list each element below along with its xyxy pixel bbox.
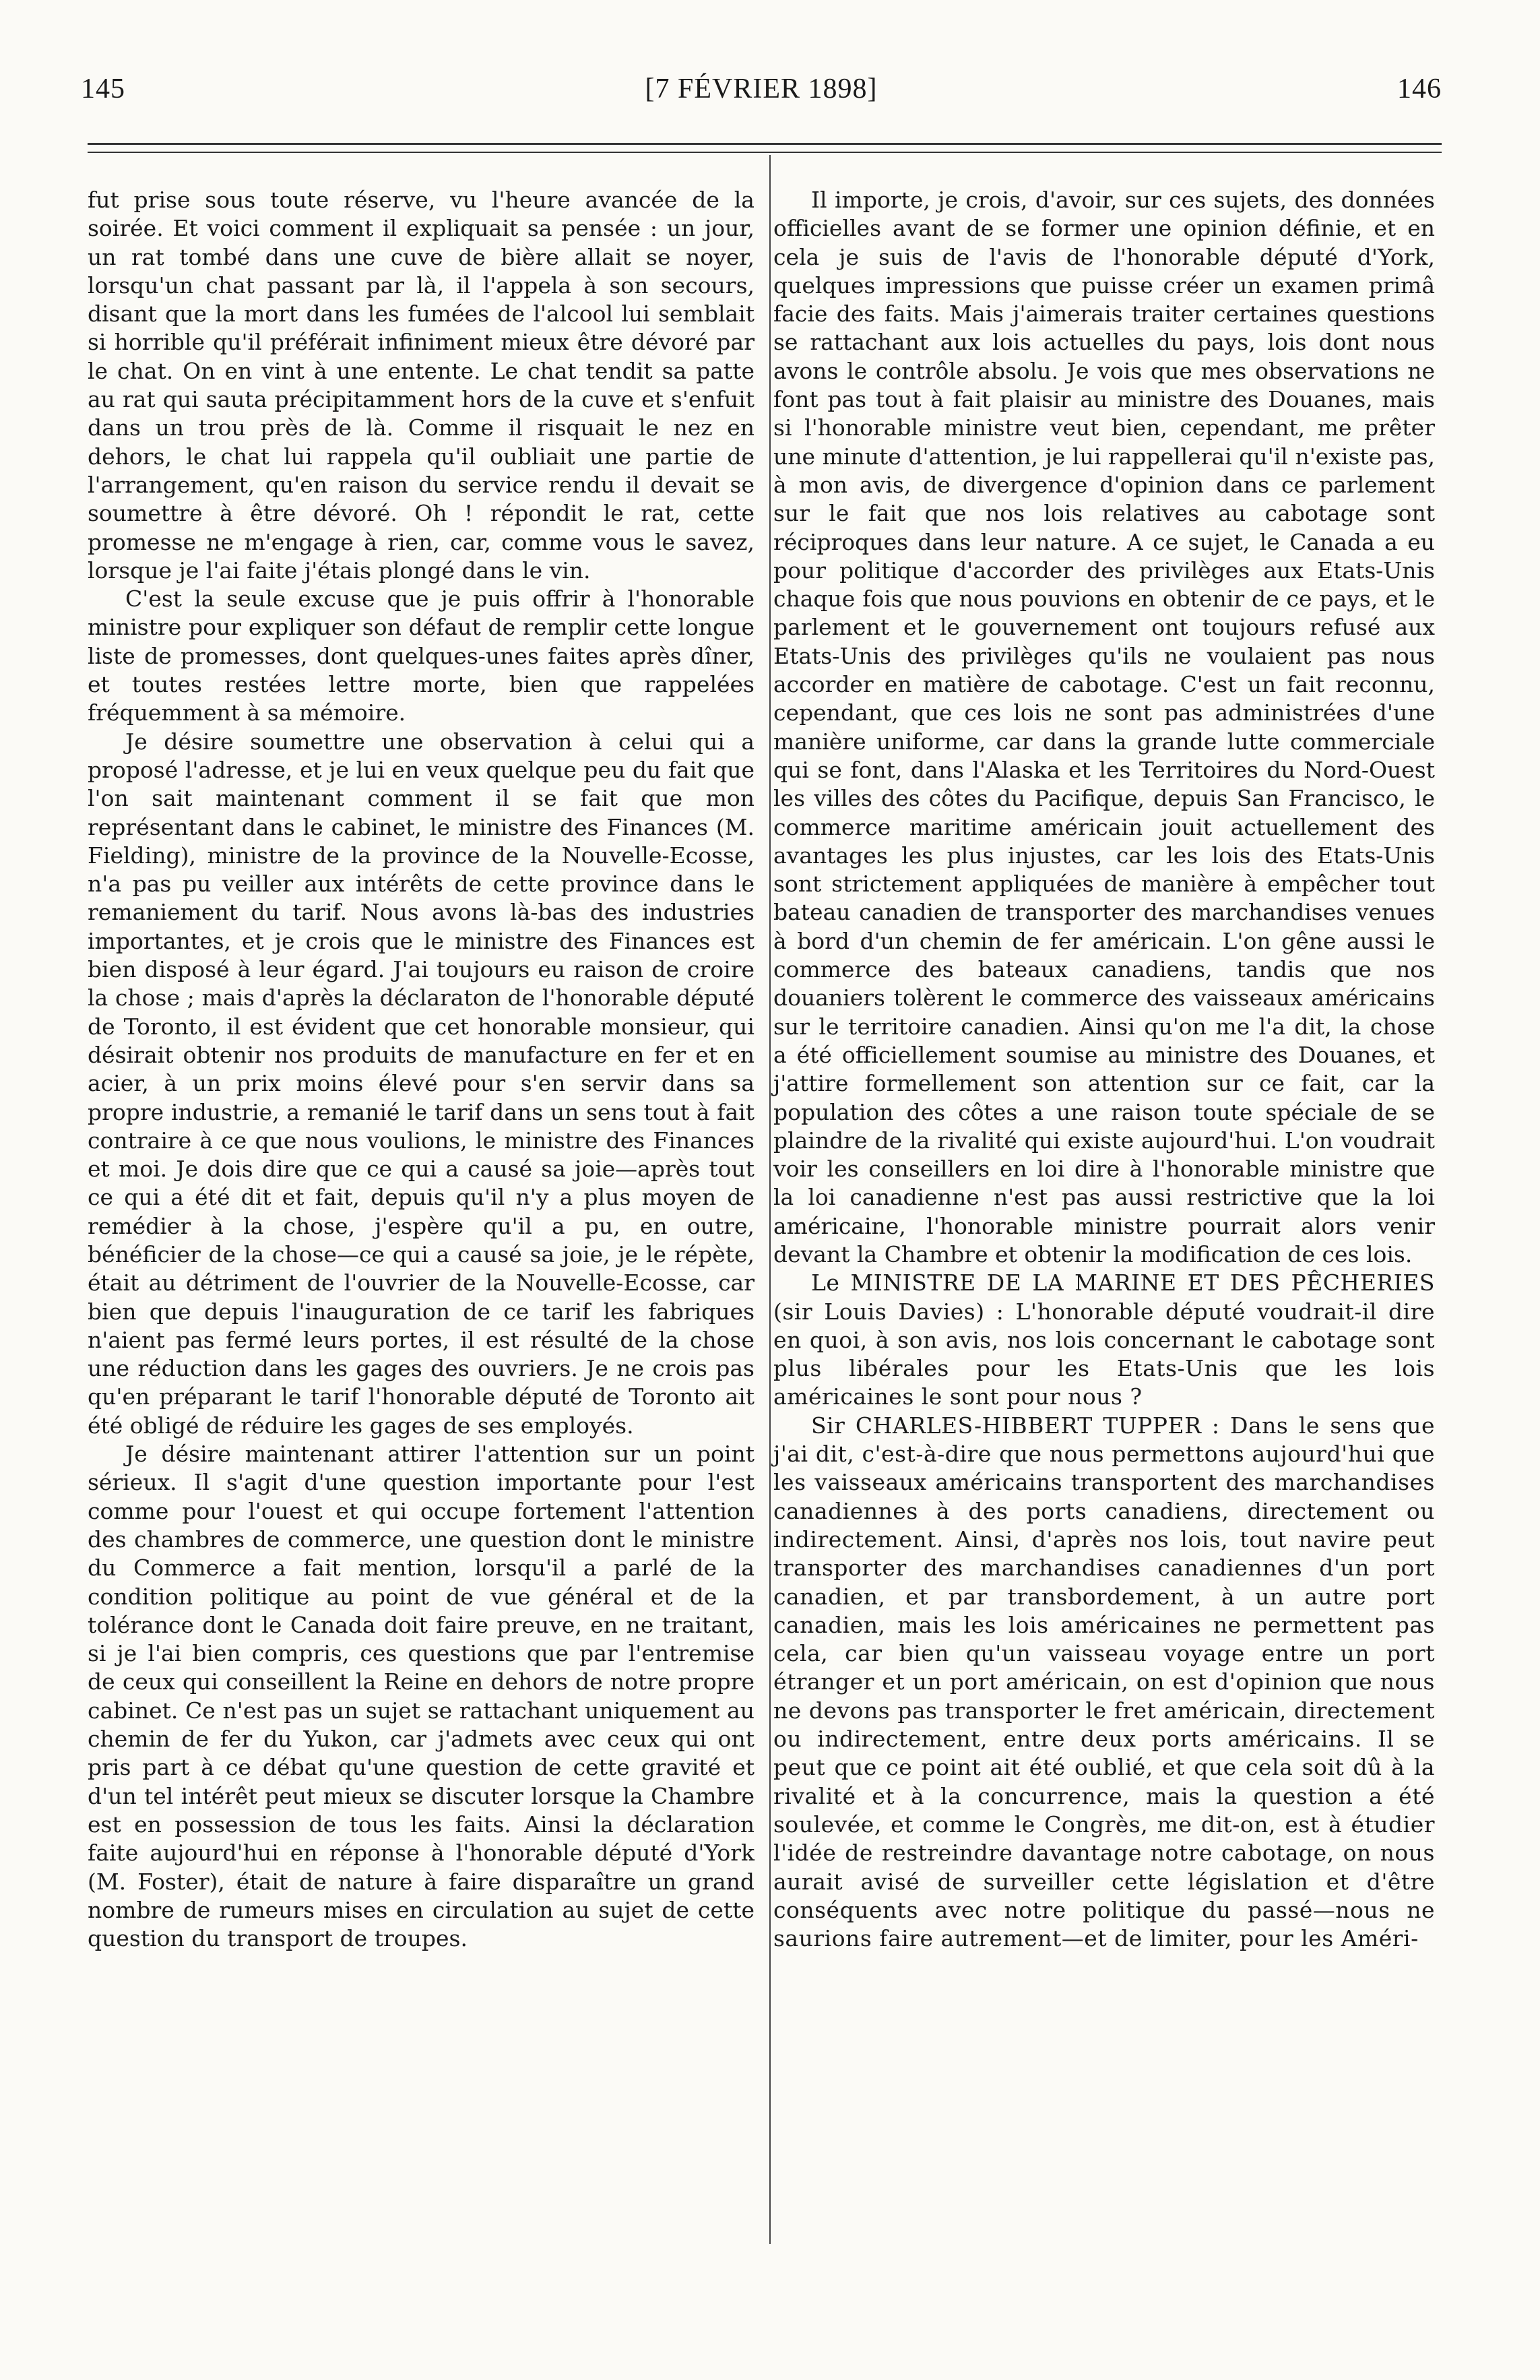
paragraph: Il importe, je crois, d'avoir, sur ces sujets, des données officielles avant de se former une opinion définie, et en cela je suis de l'avis de l'honorable député d'York, quelques impressions que puisse créer un examen primâ facie des faits. Mais j'aimerais traiter certaines questions se rattachant aux lois actuelles du pays, lois dont nous avons le contrôle absolu. Je vois que mes observations ne font pas tout à fait plaisir au ministre des Douanes, mais si l'honorable ministre veut bien, cependant, me prêter une minute d'attention, je lui rappellerai qu'il n'existe pas, à mon avis, de divergence d'opinion dans ce parlement sur le fait que nos lois relatives au cabotage sont réciproques dans leur nature. A ce sujet, le Canada a eu pour politique d'accorder des privilèges aux Etats-Unis chaque fois que nous pouvions en obtenir de ce pays, et le parlement et le gouvernement ont toujours refusé aux Etats-Unis des privilèges qu'ils ne voulaient pas nous accorder en matière de cabotage. C'est un fait reconnu, cependant, que ces lois ne sont pas administrées d'une manière uniforme, car dans la grande lutte commerciale qui se font, dans l'Alaska et les Territoires du Nord-Ouest les villes des côtes du Pacifique, depuis San Francisco, le commerce maritime américain jouit actuellement des avantages les plus injustes, car les lois des Etats-Unis sont strictement appliquées de manière à empêcher tout bateau canadien de transporter des marchandises venues à bord d'un chemin de fer américain. L'on gêne aussi le commerce des bateaux canadiens, tandis que nos douaniers tolèrent le commerce des vaisseaux américains sur le territoire canadien. Ainsi qu'on me l'a dit, la chose a été officiellement soumise au ministre des Douanes, et j'attire formellement son attention sur ce fait, car la population des côtes a une raison toute spéciale de se plaindre de la rivalité qui existe aujourd'hui. L'on voudrait voir les conseillers en loi dire à l'honorable ministre que la loi canadienne n'est pas aussi restrictive que la loi américaine, l'honorable ministre pourrait alors venir devant la Chambre et obtenir la modification de ces lois. [773, 187, 1435, 1267]
page-header [81, 73, 1442, 127]
right-column [773, 186, 1435, 1953]
header-double-rule [88, 143, 1442, 153]
left-column [88, 186, 755, 1953]
paragraph: Je désire soumettre une observation à celui qui a proposé l'adresse, et je lui en veux quelque peu du fait que l'on sait maintenant comment il se fait que mon représentant dans le cabinet, le ministre des Finances (M. Fielding), ministre de la province de la Nouvelle-Ecosse, n'a pas pu veiller aux intérêts de cette province dans le remaniement du tarif. Nous avons là-bas des industries importantes, et je crois que le ministre des Finances est bien disposé à leur égard. J'ai toujours eu raison de croire la chose ; mais d'après la déclaraton de l'honorable député de Toronto, il est évident que cet honorable monsieur, qui désirait obtenir nos produits de manufacture en fer et en acier, à un prix moins élevé pour s'en servir dans sa propre industrie, a remanié le tarif dans un sens tout à fait contraire à ce que nous voulions, le ministre des Finances et moi. Je dois dire que ce qui a causé sa joie—après tout ce qui a été dit et fait, depuis qu'il n'y a plus moyen de remédier à la chose, j'espère qu'il a pu, en outre, bénéficier de la chose—ce qui a causé sa joie, je le répète, était au détriment de l'ouvrier de la Nouvelle-Ecosse, car bien que depuis l'inauguration de ce tarif les fabriques n'aient pas fermé leurs portes, il est résulté de la chose une réduction dans les gages des ouvriers. Je ne crois pas qu'en préparant le tarif l'honorable député de Toronto ait été obligé de réduire les gages de ses employés. [88, 728, 755, 1439]
paragraph: Je désire maintenant attirer l'attention sur un point sérieux. Il s'agit d'une question importante pour l'est comme pour l'ouest et qui occupe fortement l'attention des chambres de commerce, une question dont le ministre du Commerce a fait mention, lorsqu'il a parlé de la condition politique au point de vue général et de la tolérance dont le Canada doit faire preuve, en ne traitant, si je l'ai bien compris, ces questions que par l'entremise de ceux qui conseillent la Reine en dehors de notre propre cabinet. Ce n'est pas un sujet se rattachant uniquement au chemin de fer du Yukon, car j'admets avec ceux qui ont pris part à ce débat qu'une question de cette gravité et d'un tel intérêt peut mieux se discuter lorsque la Chambre est en possession de tous les faits. Ainsi la déclaration faite aujourd'hui en réponse à l'honorable député d'York (M. Foster), était de nature à faire disparaître un grand nombre de rumeurs mises en circulation au sujet de cette question du transport de troupes. [88, 1441, 755, 1952]
paragraph: C'est la seule excuse que je puis offrir à l'honorable ministre pour expliquer son défaut de remplir cette longue liste de promesses, dont quelques-unes faites après dîner, et toutes restées lettre morte, bien que rappelées fréquemment à sa mémoire. [88, 586, 755, 726]
header-date: [7 FÉVRIER 1898] [645, 73, 878, 104]
page-number-right: 146 [1397, 73, 1442, 104]
speaker-paragraph: Sir CHARLES-HIBBERT TUPPER : Dans le sens que j'ai dit, c'est-à-dire que nous permettons aujourd'hui que les vaisseaux américains transportent des marchandises canadiennes à des ports canadiens, directement ou indirectement. Ainsi, d'après nos lois, tout navire peut transporter des marchandises canadiennes d'un port canadien, et par transbordement, à un autre port canadien, mais les lois américaines ne permettent pas cela, car bien qu'un vaisseau voyage entre un port étranger et un port américain, on est d'opinion que nous ne devons pas transporter le fret américain, directement ou indirectement, entre deux ports américains. Il se peut que ce point ait été oublié, et que cela soit dû à la rivalité et à la concurrence, mais la question a été soulevée, et comme le Congrès, me dit-on, est à étudier l'idée de restreindre davantage notre cabotage, on nous aurait avisé de surveiller cette législation et d'être conséquents avec notre politique du passé—nous ne saurions faire autrement—et de limiter, pour les Améri- [773, 1412, 1435, 1952]
column-divider [769, 155, 771, 2244]
page-number-left: 145 [81, 73, 125, 104]
speaker-paragraph: Le MINISTRE DE LA MARINE ET DES PÊCHERIES (sir Louis Davies) : L'honorable député voudrait-il dire en quoi, à son avis, nos lois concernant le cabotage sont plus libérales pour les Etats-Unis que les lois américaines le sont pour nous ? [773, 1270, 1435, 1410]
paragraph: fut prise sous toute réserve, vu l'heure avancée de la soirée. Et voici comment il expliquait sa pensée : un jour, un rat tombé dans une cuve de bière allait se noyer, lorsqu'un chat passant par là, il l'appela à son secours, disant que la mort dans les fumées de l'alcool lui semblait si horrible qu'il préférait infiniment mieux être dévoré par le chat. On en vint à une entente. Le chat tendit sa patte au rat qui sauta précipitamment hors de la cuve et s'enfuit dans un trou près de là. Comme il risquait le nez en dehors, le chat lui rappela qu'il oubliait une partie de l'arrangement, qu'en raison du service rendu il devait se soumettre à être dévoré. Oh ! répondit le rat, cette promesse ne m'engage à rien, car, comme vous le savez, lorsque je l'ai faite j'étais plongé dans le vin. [88, 187, 755, 584]
